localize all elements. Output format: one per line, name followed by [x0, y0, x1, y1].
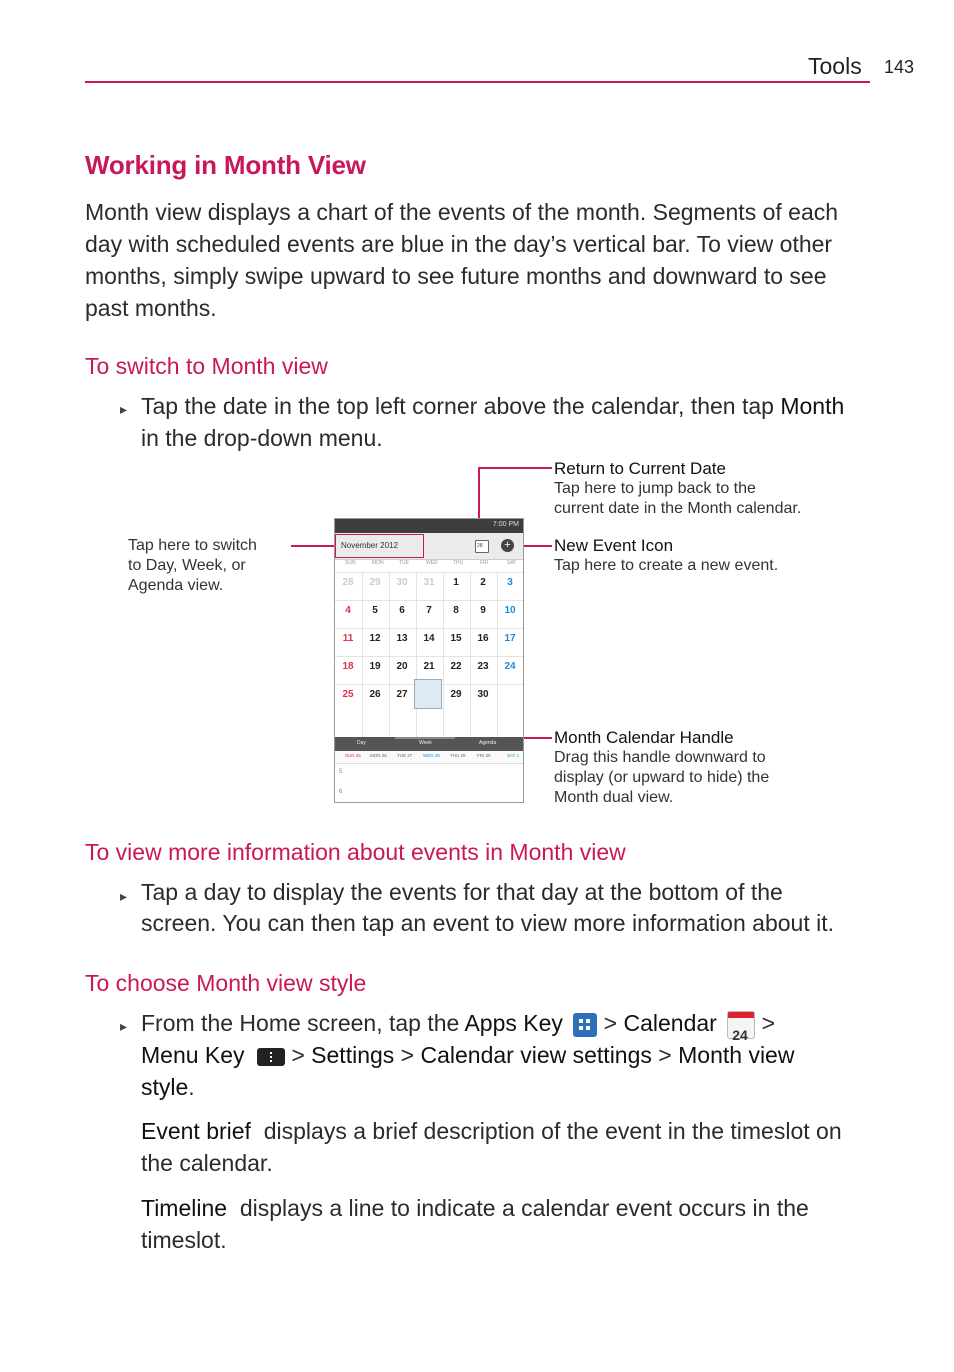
calendar-day[interactable]: 30 [477, 689, 489, 700]
calendar-day[interactable]: 4 [345, 605, 351, 616]
calendar-day[interactable]: 25 [342, 689, 354, 700]
switch-bullet: Tap the date in the top left corner above the calendar, then tap Month in the drop-down menu. [141, 393, 845, 451]
bullet-arrow-icon: ▸ [120, 888, 128, 904]
calendar-day[interactable]: 28 [342, 577, 354, 588]
intro-paragraph [85, 196, 838, 324]
calendar-day[interactable]: 27 [396, 689, 408, 700]
status-time: 7:00 PM [492, 521, 519, 528]
calendar-day[interactable]: 19 [369, 661, 381, 672]
event-brief-term: Event brief [141, 1118, 251, 1144]
calendar-day[interactable]: 31 [423, 577, 435, 588]
menu-key-icon [257, 1048, 285, 1066]
calendar-view-settings-term: Calendar view settings [420, 1042, 652, 1068]
calendar-day[interactable]: 7 [426, 605, 432, 616]
calendar-screenshot [334, 518, 524, 803]
calendar-day[interactable]: 22 [450, 661, 462, 672]
month-selector-highlight [335, 534, 424, 558]
weekday-header: SUN MON TUE WED THU FRI SAT [345, 560, 517, 566]
callout-view-switch: Tap here to switch to Day, Week, or Agenda view. [128, 537, 257, 594]
calendar-day[interactable]: 20 [396, 661, 408, 672]
calendar-day[interactable]: 29 [450, 689, 462, 700]
tab-agenda[interactable]: Agenda [479, 740, 497, 746]
bullet-arrow-icon: ▸ [120, 1018, 128, 1034]
page-title: Working in Month View [85, 150, 366, 180]
selected-day-highlight [414, 679, 442, 709]
calendar-day[interactable]: 16 [477, 633, 489, 644]
grid-column-line [497, 572, 498, 737]
month-view-term: Month view [678, 1042, 795, 1068]
calendar-day[interactable]: 29 [369, 577, 381, 588]
calendar-day[interactable]: 13 [396, 633, 408, 644]
callout-return-date: Return to Current Date Tap here to jump back to the current date in the Month calendar. [554, 459, 802, 517]
calendar-day[interactable]: 18 [342, 661, 354, 672]
new-event-icon[interactable]: + [501, 539, 514, 552]
calendar-day[interactable]: 24 [504, 661, 516, 672]
intro-line: Month view displays a chart of the events of the month. Segments of each [85, 199, 839, 225]
status-bar [335, 519, 523, 533]
today-calendar-icon[interactable]: 28 [475, 540, 489, 553]
callout-new-event: New Event Icon Tap here to create a new event. [554, 536, 779, 574]
calendar-day[interactable]: 6 [399, 605, 405, 616]
hour-mark: 6 [339, 789, 343, 795]
view-tabs [335, 737, 523, 751]
calendar-day[interactable]: 17 [504, 633, 516, 644]
more-info-bullet: Tap a day to display the events for that day at the bottom of the screen. You can then tap an event to view more information about it. [141, 879, 834, 936]
month-handle[interactable] [395, 737, 455, 739]
callout-handle: Month Calendar Handle Drag this handle downward to display (or upward to hide) the Month dual view. [554, 728, 770, 806]
calendar-day[interactable]: 5 [372, 605, 378, 616]
header-rule [85, 81, 870, 83]
calendar-day[interactable]: 30 [396, 577, 408, 588]
grid-column-line [389, 572, 390, 737]
month-selector[interactable]: November 2012 [341, 541, 398, 550]
calendar-day[interactable]: 26 [369, 689, 381, 700]
tab-week[interactable]: Week [419, 740, 432, 746]
grid-column-line [443, 572, 444, 737]
grid-row-line [335, 600, 523, 601]
calendar-day[interactable]: 11 [342, 633, 354, 644]
grid-row-line [335, 628, 523, 629]
timeline-paragraph: Timeline displays a line to indicate a calendar event occurs in the timeslot. [141, 1195, 809, 1253]
grid-column-line [470, 572, 471, 737]
month-term: Month [780, 393, 845, 419]
calendar-day[interactable]: 2 [480, 577, 486, 588]
calendar-day[interactable]: 23 [477, 661, 489, 672]
intro-line: months, simply swipe upward to see future months and downward to see [85, 263, 827, 289]
grid-column-line [416, 572, 417, 737]
apps-key-icon [573, 1013, 597, 1037]
calendar-day[interactable]: 9 [480, 605, 486, 616]
calendar-term: Calendar [623, 1010, 717, 1036]
style-bullet: From the Home screen, tap the Apps Key > Calendar 24 > Menu Key > Settings > Calendar view settings > Month view style. [141, 1010, 795, 1100]
calendar-day[interactable]: 8 [453, 605, 459, 616]
intro-line: past months. [85, 295, 217, 321]
callout-line [478, 467, 552, 469]
calendar-app-icon: 24 [727, 1011, 755, 1039]
calendar-day[interactable]: 15 [450, 633, 462, 644]
section-label: Tools [808, 53, 862, 79]
section-heading-switch: To switch to Month view [85, 353, 328, 379]
tab-day[interactable]: Day [357, 740, 366, 746]
intro-line: day with scheduled events are blue in the day’s vertical bar. To view other [85, 231, 833, 257]
calendar-day[interactable]: 12 [369, 633, 381, 644]
bullet-arrow-icon: ▸ [120, 401, 128, 417]
section-heading-style: To choose Month view style [85, 970, 367, 996]
apps-key-term: Apps Key [464, 1010, 563, 1036]
event-brief-paragraph: Event brief displays a brief description of the event in the timeslot on the calendar. [141, 1118, 842, 1176]
calendar-day[interactable]: 21 [423, 661, 435, 672]
calendar-day[interactable]: 10 [504, 605, 516, 616]
calendar-day[interactable]: 14 [423, 633, 435, 644]
grid-column-line [362, 572, 363, 737]
grid-row-line [335, 572, 523, 573]
timeline-term: Timeline [141, 1195, 228, 1221]
calendar-day[interactable]: 1 [453, 577, 459, 588]
grid-row-line [335, 656, 523, 657]
page-number: 143 [884, 57, 915, 77]
calendar-day[interactable]: 3 [507, 577, 513, 588]
hour-mark: 5 [339, 769, 343, 775]
callout-line [291, 545, 335, 547]
style-term: style [141, 1074, 189, 1100]
week-strip: SUN 25 MON 26 TUE 27 WED 28 THU 29 FRI 30 SAT 1 [335, 751, 523, 764]
menu-key-term: Menu Key [141, 1042, 245, 1068]
section-heading-more-info: To view more information about events in Month view [85, 839, 626, 865]
settings-term: Settings [311, 1042, 395, 1068]
